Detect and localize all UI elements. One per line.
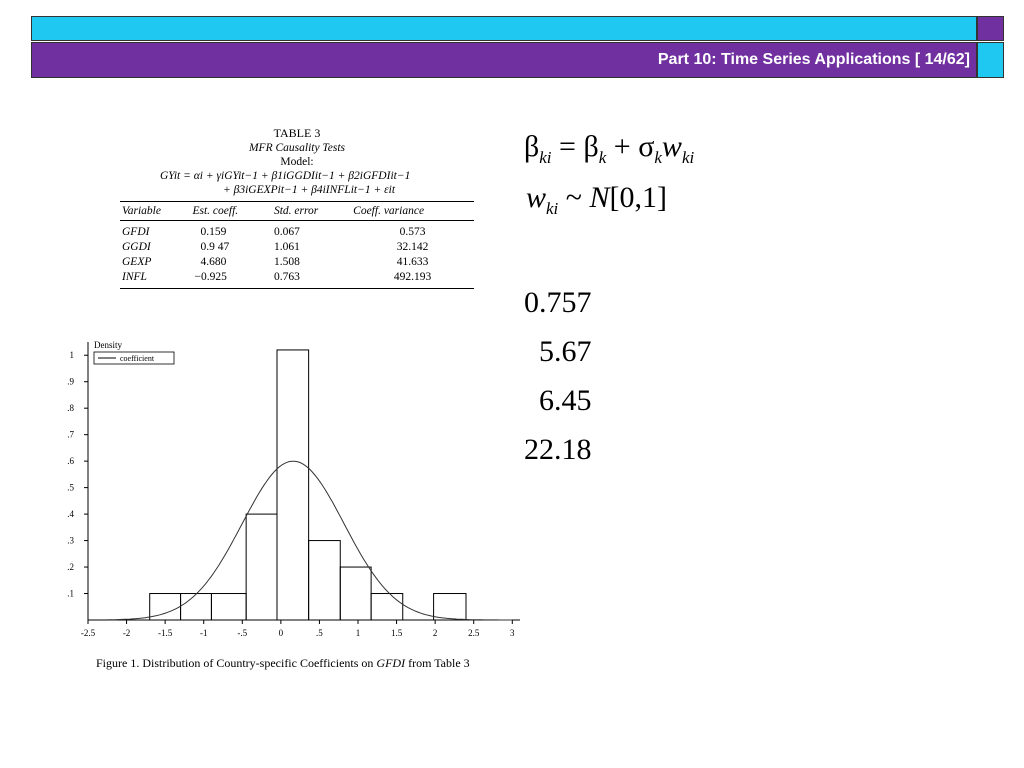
model-label: Model: <box>280 156 314 168</box>
causality-table <box>120 201 474 289</box>
value-item: 22.18 <box>524 433 592 466</box>
x-tick-label: 3 <box>510 628 515 638</box>
header-top-square <box>977 16 1004 41</box>
y-tick-label: .5 <box>67 482 74 493</box>
value-item: 0.757 <box>524 286 592 319</box>
x-tick-label: 2.5 <box>468 628 480 638</box>
table-row <box>120 270 474 289</box>
cell: 0.9 47 <box>200 241 230 253</box>
table-title: TABLE 3 <box>273 126 321 140</box>
equation-w <box>526 181 667 219</box>
cell: GGDI <box>122 241 151 253</box>
cell: 0.067 <box>273 226 300 238</box>
table-subtitle: MFR Causality Tests <box>248 142 346 154</box>
symbol: β <box>583 130 599 163</box>
histogram-bar <box>181 594 212 620</box>
symbol: N <box>589 181 610 214</box>
x-tick-label: -1 <box>199 628 208 638</box>
histogram-bar <box>211 594 246 620</box>
x-tick-label: 0 <box>278 628 284 638</box>
slide-title: Part 10: Time Series Applications [ 14/62] <box>657 51 970 68</box>
y-tick-label: .1 <box>67 588 74 599</box>
subscript: k <box>598 148 607 167</box>
cell: 41.633 <box>396 256 429 268</box>
x-tick-label: 1 <box>355 628 361 638</box>
x-tick-label: -2 <box>122 628 131 638</box>
values-list <box>524 278 592 474</box>
x-tick-label: 1.5 <box>390 628 403 638</box>
subscript: ki <box>539 148 552 167</box>
symbol: σ <box>638 130 655 163</box>
subscript: ki <box>681 148 695 167</box>
cell: 4.680 <box>200 256 227 268</box>
legend-entry: coefficient <box>120 354 155 363</box>
cell: 0.763 <box>272 270 351 289</box>
table-row <box>120 240 474 255</box>
operator: = <box>551 130 584 163</box>
symbol: [0,1] <box>609 181 668 214</box>
histogram-bar <box>277 350 309 620</box>
x-tick-label: .5 <box>316 628 323 638</box>
operator: + <box>606 130 639 163</box>
histogram-figure <box>60 330 522 670</box>
symbol: β <box>524 130 540 163</box>
cell: 1.061 <box>273 241 300 253</box>
header-top-bar <box>31 16 977 41</box>
subscript: k <box>654 148 662 167</box>
col-header: Std. error <box>272 202 351 221</box>
y-axis-label: Density <box>94 340 122 350</box>
histogram-bar <box>371 594 403 620</box>
cell: 492.193 <box>351 270 474 289</box>
caption-prefix: Figure 1. Distribution of Country-specific Coefficients on <box>96 656 377 670</box>
x-tick-label: -1.5 <box>158 628 173 638</box>
cell: GEXP <box>122 256 152 268</box>
y-tick-label: .7 <box>67 429 74 440</box>
header-main-square <box>977 42 1004 78</box>
cell: −0.925 <box>190 270 271 289</box>
cell: GFDI <box>122 226 150 238</box>
figure-caption <box>96 656 470 671</box>
histogram-bar <box>340 567 371 620</box>
cell: 1.508 <box>273 256 300 268</box>
x-tick-label: -.5 <box>237 628 248 638</box>
table-row <box>120 221 474 241</box>
symbol: w <box>661 130 682 163</box>
operator: ~ <box>558 181 590 214</box>
col-header: Variable <box>120 202 190 221</box>
cell: 32.142 <box>396 241 429 253</box>
equation-beta <box>524 130 694 168</box>
histogram-bar <box>434 594 466 620</box>
table-3 <box>120 126 474 289</box>
x-tick-label: -2.5 <box>80 628 96 638</box>
histogram-bar <box>246 514 277 620</box>
model-equation-line1: GYit = αi + γiGYit−1 + β1iGGDIit−1 + β2iGFDIit−1 <box>160 170 411 182</box>
y-tick-label: 1 <box>69 350 74 361</box>
subscript: ki <box>546 199 559 218</box>
header-main-bar <box>31 42 977 78</box>
value-item: 5.67 <box>524 335 592 368</box>
cell: 0.159 <box>200 226 227 238</box>
y-tick-label: .3 <box>67 535 74 546</box>
histogram-bar <box>309 541 341 620</box>
model-equation-line2: + β3iGEXPit−1 + β4iINFLit−1 + εit <box>223 184 396 196</box>
y-tick-label: .6 <box>67 456 74 467</box>
value-item: 6.45 <box>524 384 592 417</box>
table-header-row <box>120 202 474 221</box>
cell: INFL <box>120 270 190 289</box>
col-header: Est. coeff. <box>190 202 271 221</box>
y-tick-label: .2 <box>67 562 74 573</box>
y-tick-label: .4 <box>67 509 74 520</box>
x-tick-label: 2 <box>432 628 438 638</box>
caption-suffix: from Table 3 <box>405 656 470 670</box>
symbol: w <box>526 181 547 214</box>
caption-var: GFDI <box>376 656 406 670</box>
table-row <box>120 255 474 270</box>
y-tick-label: .8 <box>67 403 74 414</box>
col-header: Coeff. variance <box>351 202 474 221</box>
cell: 0.573 <box>399 226 426 238</box>
y-tick-label: .9 <box>67 376 74 387</box>
